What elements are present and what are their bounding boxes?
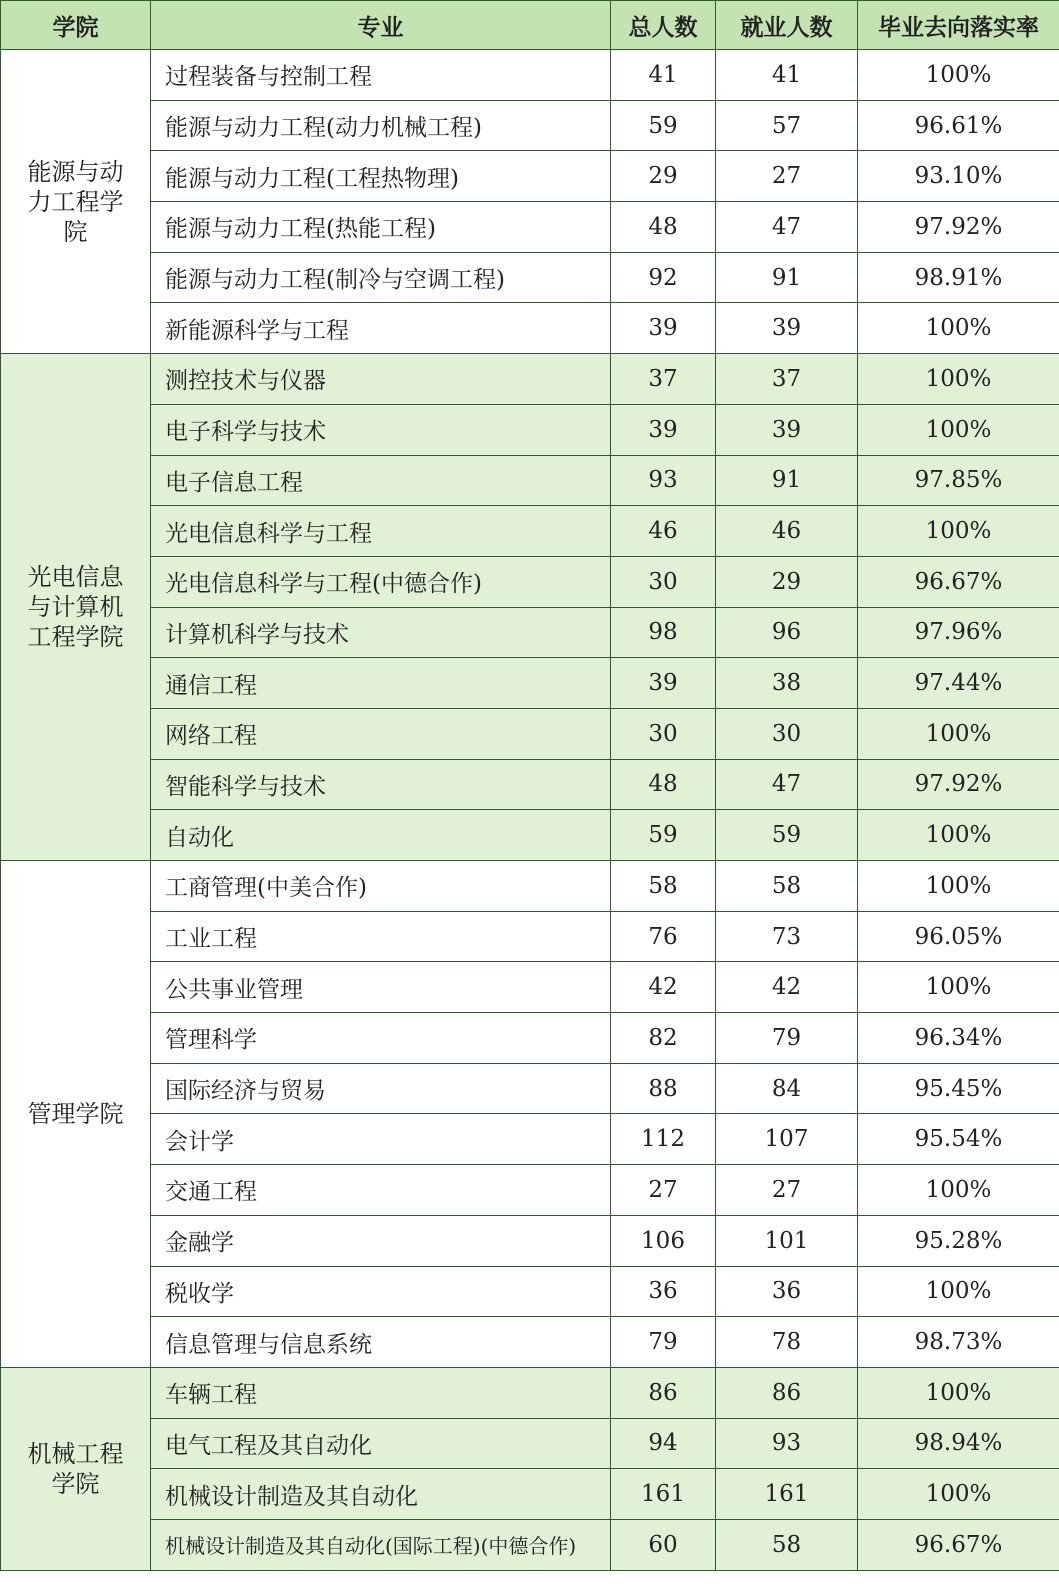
major-cell: 机械设计制造及其自动化(国际工程)(中德合作) bbox=[151, 1519, 611, 1570]
major-cell: 车辆工程 bbox=[151, 1367, 611, 1418]
rate-cell: 96.05% bbox=[858, 911, 1059, 962]
major-cell: 能源与动力工程(制冷与空调工程) bbox=[151, 252, 611, 303]
total-cell: 36 bbox=[611, 1266, 716, 1317]
total-cell: 59 bbox=[611, 810, 716, 861]
rate-cell: 100% bbox=[858, 1165, 1059, 1216]
table-row bbox=[1, 1063, 1059, 1114]
total-cell: 59 bbox=[611, 100, 716, 151]
employed-cell: 30 bbox=[716, 708, 858, 759]
table-row bbox=[1, 658, 1059, 709]
rate-cell: 100% bbox=[858, 708, 1059, 759]
college-cell: 能源与动力工程学院 bbox=[1, 50, 151, 354]
rate-cell: 97.92% bbox=[858, 759, 1059, 810]
employed-cell: 29 bbox=[716, 556, 858, 607]
rate-cell: 100% bbox=[858, 506, 1059, 557]
table-row bbox=[1, 50, 1059, 101]
rate-cell: 95.54% bbox=[858, 1114, 1059, 1165]
employed-cell: 27 bbox=[716, 151, 858, 202]
table-body bbox=[1, 50, 1059, 1571]
total-cell: 86 bbox=[611, 1367, 716, 1418]
major-cell: 会计学 bbox=[151, 1114, 611, 1165]
table-row bbox=[1, 1418, 1059, 1469]
major-cell: 电子信息工程 bbox=[151, 455, 611, 506]
header-major: 专业 bbox=[151, 1, 611, 50]
rate-cell: 96.61% bbox=[858, 100, 1059, 151]
major-cell: 光电信息科学与工程(中德合作) bbox=[151, 556, 611, 607]
table-row bbox=[1, 151, 1059, 202]
major-cell: 能源与动力工程(动力机械工程) bbox=[151, 100, 611, 151]
employed-cell: 58 bbox=[716, 1519, 858, 1570]
employed-cell: 27 bbox=[716, 1165, 858, 1216]
table-row bbox=[1, 708, 1059, 759]
table-row bbox=[1, 1367, 1059, 1418]
rate-cell: 96.34% bbox=[858, 1013, 1059, 1064]
major-cell: 光电信息科学与工程 bbox=[151, 506, 611, 557]
employed-cell: 41 bbox=[716, 50, 858, 101]
table-row bbox=[1, 455, 1059, 506]
table-row bbox=[1, 962, 1059, 1013]
major-cell: 能源与动力工程(工程热物理) bbox=[151, 151, 611, 202]
total-cell: 92 bbox=[611, 252, 716, 303]
table-row bbox=[1, 861, 1059, 912]
total-cell: 37 bbox=[611, 354, 716, 405]
total-cell: 94 bbox=[611, 1418, 716, 1469]
total-cell: 60 bbox=[611, 1519, 716, 1570]
total-cell: 48 bbox=[611, 759, 716, 810]
major-cell: 机械设计制造及其自动化 bbox=[151, 1469, 611, 1520]
table-row bbox=[1, 404, 1059, 455]
total-cell: 30 bbox=[611, 708, 716, 759]
rate-cell: 97.85% bbox=[858, 455, 1059, 506]
header-row bbox=[1, 1, 1059, 50]
major-cell: 工业工程 bbox=[151, 911, 611, 962]
total-cell: 76 bbox=[611, 911, 716, 962]
employed-cell: 86 bbox=[716, 1367, 858, 1418]
rate-cell: 100% bbox=[858, 810, 1059, 861]
rate-cell: 100% bbox=[858, 962, 1059, 1013]
employed-cell: 58 bbox=[716, 861, 858, 912]
major-cell: 智能科学与技术 bbox=[151, 759, 611, 810]
major-cell: 计算机科学与技术 bbox=[151, 607, 611, 658]
employed-cell: 78 bbox=[716, 1317, 858, 1368]
table-row bbox=[1, 810, 1059, 861]
employed-cell: 79 bbox=[716, 1013, 858, 1064]
table-row bbox=[1, 1165, 1059, 1216]
total-cell: 30 bbox=[611, 556, 716, 607]
employed-cell: 91 bbox=[716, 455, 858, 506]
table-row bbox=[1, 1317, 1059, 1368]
rate-cell: 100% bbox=[858, 303, 1059, 354]
major-cell: 新能源科学与工程 bbox=[151, 303, 611, 354]
total-cell: 39 bbox=[611, 404, 716, 455]
header-rate: 毕业去向落实率 bbox=[858, 1, 1059, 50]
rate-cell: 100% bbox=[858, 1367, 1059, 1418]
major-cell: 信息管理与信息系统 bbox=[151, 1317, 611, 1368]
table-header bbox=[1, 1, 1059, 50]
rate-cell: 100% bbox=[858, 354, 1059, 405]
total-cell: 48 bbox=[611, 202, 716, 253]
employed-cell: 37 bbox=[716, 354, 858, 405]
total-cell: 58 bbox=[611, 861, 716, 912]
major-cell: 通信工程 bbox=[151, 658, 611, 709]
employed-cell: 36 bbox=[716, 1266, 858, 1317]
rate-cell: 98.73% bbox=[858, 1317, 1059, 1368]
rate-cell: 97.96% bbox=[858, 607, 1059, 658]
table-row bbox=[1, 100, 1059, 151]
table-row bbox=[1, 556, 1059, 607]
employed-cell: 39 bbox=[716, 404, 858, 455]
table-row bbox=[1, 1519, 1059, 1570]
employed-cell: 161 bbox=[716, 1469, 858, 1520]
college-cell: 光电信息与计算机工程学院 bbox=[1, 354, 151, 861]
major-cell: 测控技术与仪器 bbox=[151, 354, 611, 405]
header-employed: 就业人数 bbox=[716, 1, 858, 50]
employed-cell: 93 bbox=[716, 1418, 858, 1469]
table-row bbox=[1, 607, 1059, 658]
total-cell: 29 bbox=[611, 151, 716, 202]
rate-cell: 98.91% bbox=[858, 252, 1059, 303]
total-cell: 161 bbox=[611, 1469, 716, 1520]
employed-cell: 57 bbox=[716, 100, 858, 151]
major-cell: 公共事业管理 bbox=[151, 962, 611, 1013]
employed-cell: 46 bbox=[716, 506, 858, 557]
total-cell: 39 bbox=[611, 658, 716, 709]
college-cell: 管理学院 bbox=[1, 861, 151, 1368]
employed-cell: 73 bbox=[716, 911, 858, 962]
major-cell: 管理科学 bbox=[151, 1013, 611, 1064]
table-row bbox=[1, 202, 1059, 253]
major-cell: 税收学 bbox=[151, 1266, 611, 1317]
major-cell: 过程装备与控制工程 bbox=[151, 50, 611, 101]
employed-cell: 39 bbox=[716, 303, 858, 354]
total-cell: 39 bbox=[611, 303, 716, 354]
rate-cell: 97.44% bbox=[858, 658, 1059, 709]
table-row bbox=[1, 1469, 1059, 1520]
table-row bbox=[1, 1215, 1059, 1266]
total-cell: 27 bbox=[611, 1165, 716, 1216]
rate-cell: 100% bbox=[858, 1266, 1059, 1317]
major-cell: 电子科学与技术 bbox=[151, 404, 611, 455]
table-row bbox=[1, 252, 1059, 303]
table-row bbox=[1, 1266, 1059, 1317]
total-cell: 88 bbox=[611, 1063, 716, 1114]
total-cell: 112 bbox=[611, 1114, 716, 1165]
major-cell: 能源与动力工程(热能工程) bbox=[151, 202, 611, 253]
rate-cell: 100% bbox=[858, 861, 1059, 912]
employed-cell: 38 bbox=[716, 658, 858, 709]
major-cell: 自动化 bbox=[151, 810, 611, 861]
major-cell: 金融学 bbox=[151, 1215, 611, 1266]
header-college: 学院 bbox=[1, 1, 151, 50]
rate-cell: 95.28% bbox=[858, 1215, 1059, 1266]
total-cell: 106 bbox=[611, 1215, 716, 1266]
rate-cell: 100% bbox=[858, 404, 1059, 455]
employed-cell: 96 bbox=[716, 607, 858, 658]
table-row bbox=[1, 911, 1059, 962]
employed-cell: 59 bbox=[716, 810, 858, 861]
table-row bbox=[1, 506, 1059, 557]
table-row bbox=[1, 1114, 1059, 1165]
rate-cell: 98.94% bbox=[858, 1418, 1059, 1469]
rate-cell: 96.67% bbox=[858, 1519, 1059, 1570]
table-row bbox=[1, 759, 1059, 810]
total-cell: 46 bbox=[611, 506, 716, 557]
total-cell: 41 bbox=[611, 50, 716, 101]
major-cell: 电气工程及其自动化 bbox=[151, 1418, 611, 1469]
major-cell: 工商管理(中美合作) bbox=[151, 861, 611, 912]
employed-cell: 47 bbox=[716, 202, 858, 253]
employed-cell: 91 bbox=[716, 252, 858, 303]
employed-cell: 107 bbox=[716, 1114, 858, 1165]
employed-cell: 84 bbox=[716, 1063, 858, 1114]
employed-cell: 42 bbox=[716, 962, 858, 1013]
rate-cell: 96.67% bbox=[858, 556, 1059, 607]
rate-cell: 100% bbox=[858, 50, 1059, 101]
college-cell: 机械工程学院 bbox=[1, 1367, 151, 1570]
major-cell: 交通工程 bbox=[151, 1165, 611, 1216]
employed-cell: 101 bbox=[716, 1215, 858, 1266]
table-row bbox=[1, 303, 1059, 354]
total-cell: 93 bbox=[611, 455, 716, 506]
table-row bbox=[1, 354, 1059, 405]
total-cell: 98 bbox=[611, 607, 716, 658]
header-total: 总人数 bbox=[611, 1, 716, 50]
table-row bbox=[1, 1013, 1059, 1064]
major-cell: 国际经济与贸易 bbox=[151, 1063, 611, 1114]
rate-cell: 93.10% bbox=[858, 151, 1059, 202]
rate-cell: 97.92% bbox=[858, 202, 1059, 253]
total-cell: 82 bbox=[611, 1013, 716, 1064]
rate-cell: 100% bbox=[858, 1469, 1059, 1520]
total-cell: 42 bbox=[611, 962, 716, 1013]
total-cell: 79 bbox=[611, 1317, 716, 1368]
major-cell: 网络工程 bbox=[151, 708, 611, 759]
employed-cell: 47 bbox=[716, 759, 858, 810]
rate-cell: 95.45% bbox=[858, 1063, 1059, 1114]
